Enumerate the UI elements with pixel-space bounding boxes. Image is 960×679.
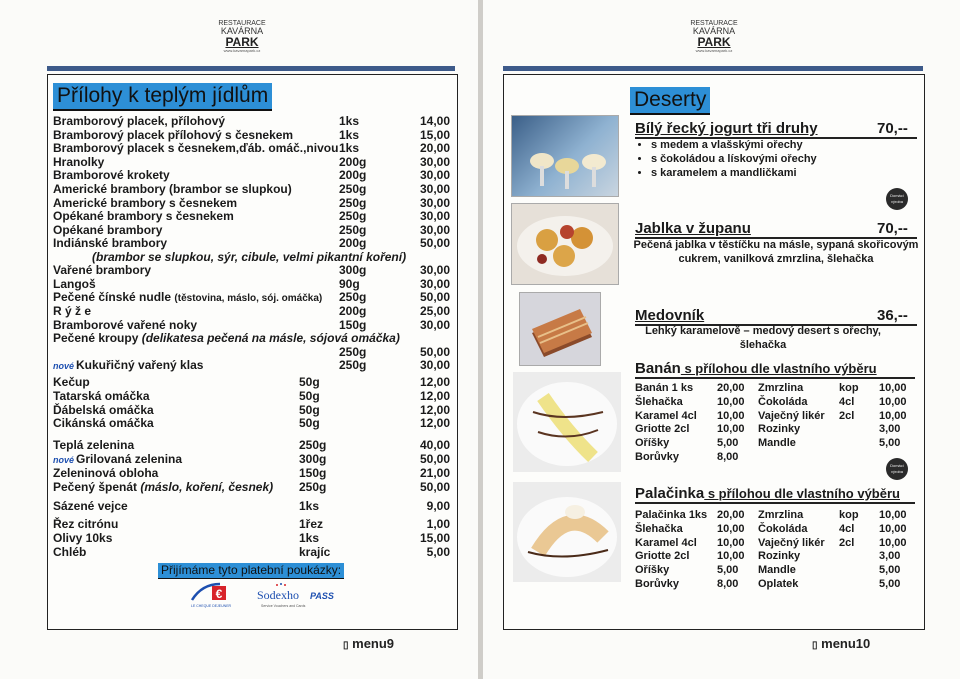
page-footer-menu10: ▯ menu10 bbox=[812, 636, 871, 651]
table-cell: Vaječný likér bbox=[758, 409, 825, 422]
book-icon: ▯ bbox=[343, 640, 349, 651]
table-cell: 10,00 bbox=[879, 536, 907, 549]
dessert-yogurt-title: Bílý řecký jogurt tři druhy bbox=[635, 120, 818, 137]
table-cell: Šlehačka bbox=[635, 522, 683, 535]
list-item: R ý ž e 200g 25,00 bbox=[53, 304, 450, 318]
list-item: Sázené vejce 1ks 9,00 bbox=[53, 499, 450, 513]
page-title-prilohy: Přílohy k teplým jídlům bbox=[53, 83, 272, 111]
svg-text:PASS: PASS bbox=[310, 591, 334, 601]
restaurant-header bbox=[202, 20, 282, 53]
list-item: Langoš 90g 30,00 bbox=[53, 276, 450, 291]
table-cell: 2cl bbox=[839, 536, 855, 549]
list-item: nové Kukuřičný vařený klas 250g 30,00 bbox=[53, 358, 450, 372]
list-item: Teplá zelenina 250g 40,00 bbox=[53, 438, 450, 452]
table-cell: Banán 1 ks bbox=[635, 382, 694, 394]
list-item: Bramborový placek, přílohový 1ks 14,00 bbox=[53, 114, 450, 128]
table-cell: Karamel 4cl bbox=[635, 536, 697, 549]
menu-page-right bbox=[483, 0, 960, 679]
table-cell: 10,00 bbox=[879, 509, 907, 521]
header-kavarna: KAVÁRNA bbox=[692, 26, 736, 36]
header-web: www.kavarnapark.cz bbox=[695, 48, 733, 53]
table-cell: 5,00 bbox=[717, 437, 739, 450]
list-item: Opékané brambory s česnekem 250g 30,00 bbox=[53, 209, 450, 224]
apples-description: Pečená jablka v těstíčku na másle, sypaná skořicovým cukrem, vanilková zmrzlina, šlehačka bbox=[633, 239, 919, 265]
list-item: Kečup 50g 12,00 bbox=[53, 375, 450, 389]
table-cell: 20,00 bbox=[717, 382, 745, 394]
list-item: • s čokoládou a lískovými ořechy bbox=[651, 152, 905, 166]
table-cell: Oříšky bbox=[635, 564, 670, 577]
table-cell: Šlehačka bbox=[635, 395, 683, 408]
table-cell: 4cl bbox=[839, 522, 855, 535]
table-cell: Griotte 2cl bbox=[635, 550, 690, 563]
table-cell: 10,00 bbox=[717, 409, 745, 422]
table-cell: Čokoláda bbox=[758, 395, 808, 408]
table-cell: 8,00 bbox=[717, 451, 739, 463]
list-item: • s medem a vlašskými ořechy bbox=[651, 138, 905, 152]
table-cell: 10,00 bbox=[717, 536, 745, 549]
book-icon: ▯ bbox=[812, 640, 818, 651]
table-cell: Oříšky bbox=[635, 437, 670, 450]
table-cell: 20,00 bbox=[717, 509, 745, 521]
list-item: Ďábelská omáčka 50g 12,00 bbox=[53, 402, 450, 417]
restaurant-header bbox=[674, 20, 754, 53]
page-title-deserty: Deserty bbox=[630, 87, 710, 115]
medovnik-photo bbox=[519, 292, 601, 366]
table-cell: Mandle bbox=[758, 564, 796, 577]
new-badge: nové bbox=[53, 361, 75, 371]
header-band bbox=[503, 66, 923, 71]
header-band bbox=[47, 66, 455, 71]
list-item: Pečené kroupy (delikatesa pečená na másle, sójová omáčka) bbox=[53, 331, 400, 345]
list-item: Americké brambory (brambor se slupkou) 250g 30,00 bbox=[53, 182, 450, 196]
table-cell: Karamel 4cl bbox=[635, 409, 697, 422]
header-web: www.kavarnapark.cz bbox=[223, 48, 261, 53]
yogurt-variants bbox=[635, 138, 905, 180]
table-cell: 10,00 bbox=[717, 550, 745, 563]
table-cell: 10,00 bbox=[879, 409, 907, 422]
list-item: Zeleninová obloha 150g 21,00 bbox=[53, 466, 450, 480]
svg-text:€: € bbox=[215, 587, 223, 601]
list-item: nové Grilovaná zelenina 300g 50,00 bbox=[53, 452, 450, 466]
list-item: Chléb krajíc 5,00 bbox=[53, 544, 450, 559]
header-restaurace: RESTAURACE bbox=[690, 20, 738, 27]
dessert-banana-title: Banán s přílohou dle vlastního výběru bbox=[635, 360, 877, 377]
list-item: Pečený špenát (máslo, koření, česnek) 250g 50,00 bbox=[53, 480, 450, 494]
title-underline bbox=[635, 502, 915, 504]
table-cell: Mandle bbox=[758, 437, 796, 450]
dessert-pancake-title: Palačinka s přílohou dle vlastního výběru bbox=[635, 485, 900, 502]
sodexho-pass-logo bbox=[255, 582, 335, 610]
dessert-yogurt-price: 70,-- bbox=[877, 120, 908, 137]
table-cell: 8,00 bbox=[717, 578, 739, 590]
table-cell: 10,00 bbox=[717, 423, 745, 436]
medovnik-description: Lehký karamelově – medový desert s ořechy, šlehačka bbox=[645, 325, 881, 351]
indian-note: (brambor se slupkou, sýr, cibule, velmi pikantní koření) bbox=[92, 250, 407, 264]
table-cell: Borůvky bbox=[635, 578, 680, 590]
list-item: Cikánská omáčka 50g 12,00 bbox=[53, 416, 450, 431]
list-item: Bramborový placek přílohový s česnekem 1ks 15,00 bbox=[53, 127, 450, 142]
table-cell: Zmrzlina bbox=[758, 382, 804, 394]
list-item: Olivy 10ks 1ks 15,00 bbox=[53, 530, 450, 545]
svg-text:LE CHEQUE DEJEUNER: LE CHEQUE DEJEUNER bbox=[191, 604, 232, 608]
list-item: Pečené čínské nudle (těstovina, máslo, sój. omáčka) 250g 50,00 bbox=[53, 290, 450, 304]
header-restaurace: RESTAURACE bbox=[218, 20, 266, 27]
svg-text:Service Vouchers and Cards: Service Vouchers and Cards bbox=[261, 604, 306, 608]
list-item: • s karamelem a mandličkami bbox=[651, 166, 905, 180]
table-cell: 3,00 bbox=[879, 423, 901, 436]
list-item: Tatarská omáčka 50g 12,00 bbox=[53, 388, 450, 403]
list-item: Vařené brambory 300g 30,00 bbox=[53, 263, 450, 277]
list-item: Indiánské brambory 200g 50,00 bbox=[53, 236, 450, 251]
menu-page-left bbox=[0, 0, 478, 679]
table-cell: Zmrzlina bbox=[758, 509, 804, 521]
list-item: Bramborové vařené noky 150g 30,00 bbox=[53, 318, 450, 332]
table-cell: Rozinky bbox=[758, 550, 801, 563]
list-item: Bramborové krokety 200g 30,00 bbox=[53, 168, 450, 183]
dessert-medovnik-title: Medovník bbox=[635, 307, 705, 324]
apples-photo bbox=[511, 203, 619, 285]
list-item: Opékané brambory 250g 30,00 bbox=[53, 222, 450, 237]
table-cell: 4cl bbox=[839, 395, 855, 408]
table-cell: 3,00 bbox=[879, 550, 901, 563]
pancake-photo bbox=[513, 482, 621, 582]
header-park-logo: PARK bbox=[225, 35, 259, 49]
dessert-apples-title: Jablka v županu bbox=[635, 220, 751, 237]
new-badge: nové bbox=[53, 455, 75, 465]
table-cell: Čokoláda bbox=[758, 522, 808, 535]
yogurt-photo bbox=[511, 115, 619, 197]
cheque-dejeuner-logo bbox=[188, 580, 232, 608]
svg-text:Sodexho: Sodexho bbox=[257, 588, 299, 602]
title-underline bbox=[635, 377, 915, 379]
table-cell: Borůvky bbox=[635, 451, 680, 463]
list-item: Bramborový placek s česnekem,ďáb. omáč.,nivou 1ks 20,00 bbox=[53, 141, 450, 156]
table-cell: 2cl bbox=[839, 409, 855, 422]
table-cell: Oplatek bbox=[758, 578, 799, 590]
table-cell: kop bbox=[839, 509, 859, 521]
table-cell: Rozinky bbox=[758, 423, 801, 436]
table-cell: kop bbox=[839, 382, 859, 394]
list-item: Americké brambory s česnekem 250g 30,00 bbox=[53, 195, 450, 210]
list-item: Řez citrónu 1řez 1,00 bbox=[53, 517, 450, 531]
list-item: 250g 50,00 bbox=[339, 345, 450, 359]
table-cell: Vaječný likér bbox=[758, 536, 825, 549]
banana-photo bbox=[513, 372, 621, 472]
header-park-logo: PARK bbox=[697, 35, 731, 49]
dessert-medovnik-price: 36,-- bbox=[877, 307, 908, 324]
table-cell: 10,00 bbox=[717, 522, 745, 535]
table-cell: 10,00 bbox=[717, 395, 745, 408]
page-footer-menu9: ▯ menu9 bbox=[343, 636, 395, 651]
table-cell: 10,00 bbox=[879, 382, 907, 394]
table-cell: 10,00 bbox=[879, 395, 907, 408]
homemade-stamp: Domácí výroba bbox=[886, 458, 908, 480]
table-cell: Griotte 2cl bbox=[635, 423, 690, 436]
dessert-apples-price: 70,-- bbox=[877, 220, 908, 237]
table-cell: Palačinka 1ks bbox=[635, 509, 708, 521]
table-cell: 10,00 bbox=[879, 522, 907, 535]
voucher-label: Přijímáme tyto platební poukázky: bbox=[158, 563, 344, 579]
table-cell: 5,00 bbox=[879, 578, 901, 590]
table-cell: 5,00 bbox=[717, 564, 739, 577]
table-cell: 5,00 bbox=[879, 437, 901, 450]
table-cell: 5,00 bbox=[879, 564, 901, 577]
list-item: Hranolky 200g 30,00 bbox=[53, 154, 450, 169]
header-kavarna: KAVÁRNA bbox=[220, 26, 264, 36]
homemade-stamp: Domácí výroba bbox=[886, 188, 908, 210]
